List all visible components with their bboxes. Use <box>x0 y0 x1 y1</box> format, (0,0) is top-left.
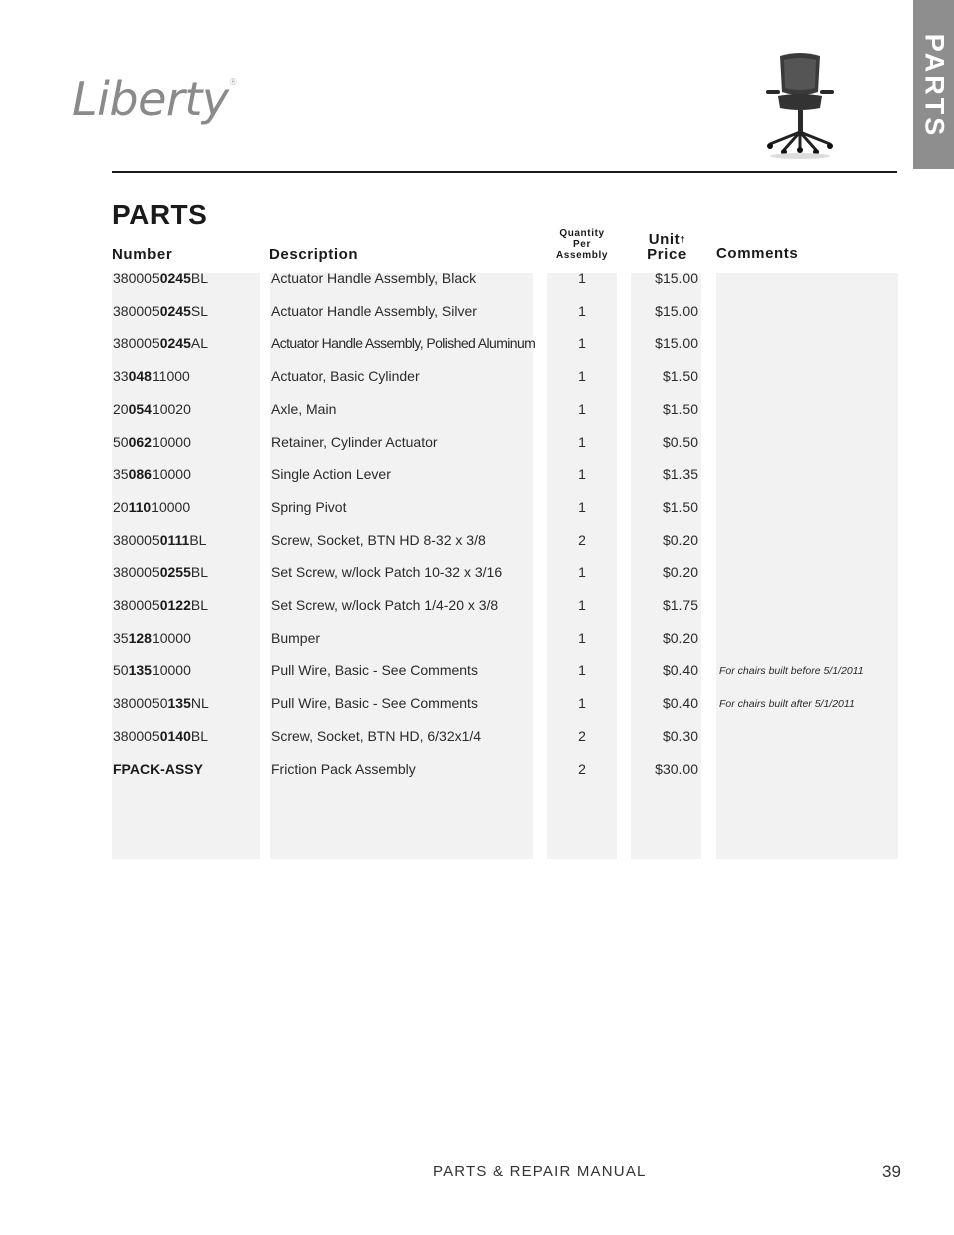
part-number-num-c: NL <box>190 695 209 712</box>
part-number <box>113 630 191 646</box>
part-description: Actuator, Basic Cylinder <box>271 368 420 385</box>
part-number-num-b: 054 <box>128 400 152 417</box>
brand-logo <box>72 72 237 126</box>
part-number-num-a: 380005 <box>113 597 160 613</box>
part-comment: For chairs built after 5/1/2011 <box>719 698 855 711</box>
part-number-num-b: 110 <box>128 498 152 515</box>
part-description: Single Action Lever <box>271 466 391 483</box>
part-description: Spring Pivot <box>271 498 347 515</box>
table-row <box>0 761 954 794</box>
part-number-num-b: 0245 <box>159 270 191 286</box>
part-number-num-b: 135 <box>128 662 152 679</box>
part-number-num-c: 10000 <box>151 662 191 679</box>
part-number-num-a: 380005 <box>113 335 160 352</box>
header-quantity-line3: Assembly <box>555 250 609 261</box>
part-number-num-b: 0122 <box>159 597 191 613</box>
table-row <box>0 728 954 761</box>
part-number <box>113 270 208 286</box>
part-number-num-a: 380005 <box>113 302 160 319</box>
table-row <box>0 532 954 565</box>
part-number-num-c: 10000 <box>151 433 191 450</box>
part-unit-price: $1.50 <box>662 498 698 515</box>
part-number-num-c: BL <box>190 564 208 581</box>
brand-name: Liberty <box>72 72 229 126</box>
part-number-num-a: 33 <box>113 368 129 385</box>
part-number-num-a: 380005 <box>113 270 160 286</box>
part-number-num-b: 048 <box>128 368 152 385</box>
table-row <box>0 434 954 467</box>
part-quantity: 1 <box>578 335 586 352</box>
table-row <box>0 368 954 401</box>
part-number <box>113 597 208 613</box>
part-description: Screw, Socket, BTN HD, 6/32x1/4 <box>271 727 482 744</box>
part-quantity: 1 <box>578 302 586 319</box>
part-unit-price: $15.00 <box>655 270 698 286</box>
part-number-num-b: 0245 <box>159 302 191 319</box>
part-number-num-c: 10020 <box>151 400 191 417</box>
part-description: Screw, Socket, BTN HD 8-32 x 3/8 <box>271 531 486 548</box>
footer-label: PARTS & REPAIR MANUAL <box>433 1163 647 1180</box>
part-number-num-b: 0140 <box>159 727 191 744</box>
table-row <box>0 401 954 434</box>
table-row <box>0 499 954 532</box>
part-unit-price: $1.50 <box>662 400 698 417</box>
table-row <box>0 564 954 597</box>
page-number: 39 <box>882 1162 901 1181</box>
part-comment: For chairs built before 5/1/2011 <box>719 665 864 678</box>
part-number-num-c: BL <box>190 270 208 286</box>
part-unit-price: $0.40 <box>662 695 698 712</box>
part-unit-price: $0.40 <box>662 662 698 679</box>
part-quantity: 1 <box>578 498 586 515</box>
part-number <box>113 401 191 417</box>
part-number-num-c: 10000 <box>151 629 191 646</box>
part-unit-price: $0.50 <box>662 433 698 450</box>
part-description: Bumper <box>271 629 321 646</box>
part-number <box>113 335 208 351</box>
part-number <box>113 466 191 482</box>
part-quantity: 1 <box>578 662 586 679</box>
part-unit-price: $15.00 <box>655 335 698 352</box>
brand-registered-mark: ® <box>228 78 238 88</box>
part-quantity: 2 <box>578 727 586 744</box>
part-number-num-a: 380005 <box>113 564 160 581</box>
part-number-num-b: 086 <box>128 466 152 483</box>
part-number <box>113 695 209 711</box>
part-number-num-a: 20 <box>113 400 129 417</box>
part-number <box>113 499 190 515</box>
part-number-num-b: 062 <box>128 433 152 450</box>
part-number-num-a: 50 <box>113 433 129 450</box>
part-number-num-c: 11000 <box>151 368 190 385</box>
part-number-num-c: SL <box>190 302 208 319</box>
part-quantity: 1 <box>578 270 586 286</box>
table-row <box>0 695 954 728</box>
part-number-num-c: BL <box>190 597 208 613</box>
part-number-num-c: 10000 <box>151 466 191 483</box>
header-unit-price <box>637 232 697 262</box>
part-description: Retainer, Cylinder Actuator <box>271 433 438 450</box>
part-number-num-b: 0245 <box>159 335 191 352</box>
table-row <box>0 335 954 368</box>
header-quantity <box>547 228 617 261</box>
part-number <box>113 532 206 548</box>
part-quantity: 1 <box>578 564 586 581</box>
part-description: Pull Wire, Basic - See Comments <box>271 662 478 679</box>
part-number-num-a: 20 <box>113 498 129 515</box>
part-description: Actuator Handle Assembly, Black <box>271 270 477 286</box>
part-number <box>113 564 208 580</box>
part-unit-price: $0.20 <box>662 629 698 646</box>
part-number-num-c: 10000 <box>151 498 191 515</box>
table-row <box>0 630 954 663</box>
header-comments: Comments <box>716 245 799 262</box>
part-description: Set Screw, w/lock Patch 1/4-20 x 3/8 <box>271 597 499 613</box>
part-number <box>113 728 208 744</box>
part-unit-price: $15.00 <box>655 302 698 319</box>
part-number-num-c: BL <box>190 727 208 744</box>
part-number-num-b: 128 <box>128 629 152 646</box>
part-number-num-b: 135 <box>167 695 191 712</box>
side-tab-parts <box>913 0 954 169</box>
part-quantity: 1 <box>578 400 586 417</box>
header-price-line1: Unit <box>648 231 681 248</box>
header-price-mark: † <box>680 235 686 244</box>
part-quantity: 1 <box>578 433 586 450</box>
part-number <box>113 368 190 384</box>
part-number <box>113 761 203 777</box>
part-unit-price: $1.50 <box>662 368 698 385</box>
part-quantity: 1 <box>578 597 586 613</box>
part-number <box>113 303 208 319</box>
part-unit-price: $0.20 <box>662 531 698 548</box>
part-quantity: 1 <box>578 629 586 646</box>
part-number-num-c: BL <box>189 531 207 548</box>
part-number-num-a: 50 <box>113 662 129 679</box>
part-quantity: 1 <box>578 695 586 712</box>
header-rule <box>112 171 897 173</box>
section-title: PARTS <box>112 199 208 230</box>
part-description: Pull Wire, Basic - See Comments <box>271 695 478 712</box>
part-number-num-a: 380005 <box>113 727 160 744</box>
header-number: Number <box>112 246 173 263</box>
part-unit-price: $1.75 <box>662 597 698 613</box>
part-number-num-b: 0255 <box>159 564 191 581</box>
part-unit-price: $30.00 <box>655 760 698 777</box>
part-unit-price: $0.20 <box>662 564 698 581</box>
part-quantity: 2 <box>578 531 586 548</box>
part-quantity: 2 <box>578 760 586 777</box>
part-description: Axle, Main <box>271 400 337 417</box>
header-quantity-line2: Per <box>573 239 591 250</box>
table-row <box>0 597 954 630</box>
table-row <box>0 466 954 499</box>
part-unit-price: $1.35 <box>662 466 698 483</box>
part-number <box>113 662 191 678</box>
part-quantity: 1 <box>578 466 586 483</box>
part-description: Friction Pack Assembly <box>271 760 416 777</box>
table-row <box>0 270 954 303</box>
part-description: Actuator Handle Assembly, Polished Aluminum <box>271 335 536 352</box>
part-number-num-c: AL <box>190 335 208 352</box>
part-number-num-a: 3800050 <box>113 695 168 712</box>
side-tab-label: PARTS <box>919 33 949 139</box>
part-number-num-b: FPACK-ASSY <box>113 760 203 777</box>
table-row <box>0 662 954 695</box>
part-number <box>113 434 191 450</box>
table-row <box>0 303 954 336</box>
header-price-line2: Price <box>647 246 687 263</box>
part-quantity: 1 <box>578 368 586 385</box>
part-number-num-a: 380005 <box>113 531 160 548</box>
part-number-num-a: 35 <box>113 466 129 483</box>
chair-image <box>758 52 842 160</box>
part-number-num-b: 0111 <box>159 531 190 548</box>
part-unit-price: $0.30 <box>662 727 698 744</box>
header-description: Description <box>269 246 359 263</box>
header-quantity-line1: Quantity <box>559 228 605 239</box>
part-number-num-a: 35 <box>113 629 129 646</box>
part-description: Set Screw, w/lock Patch 10-32 x 3/16 <box>271 564 503 581</box>
part-description: Actuator Handle Assembly, Silver <box>271 302 477 319</box>
